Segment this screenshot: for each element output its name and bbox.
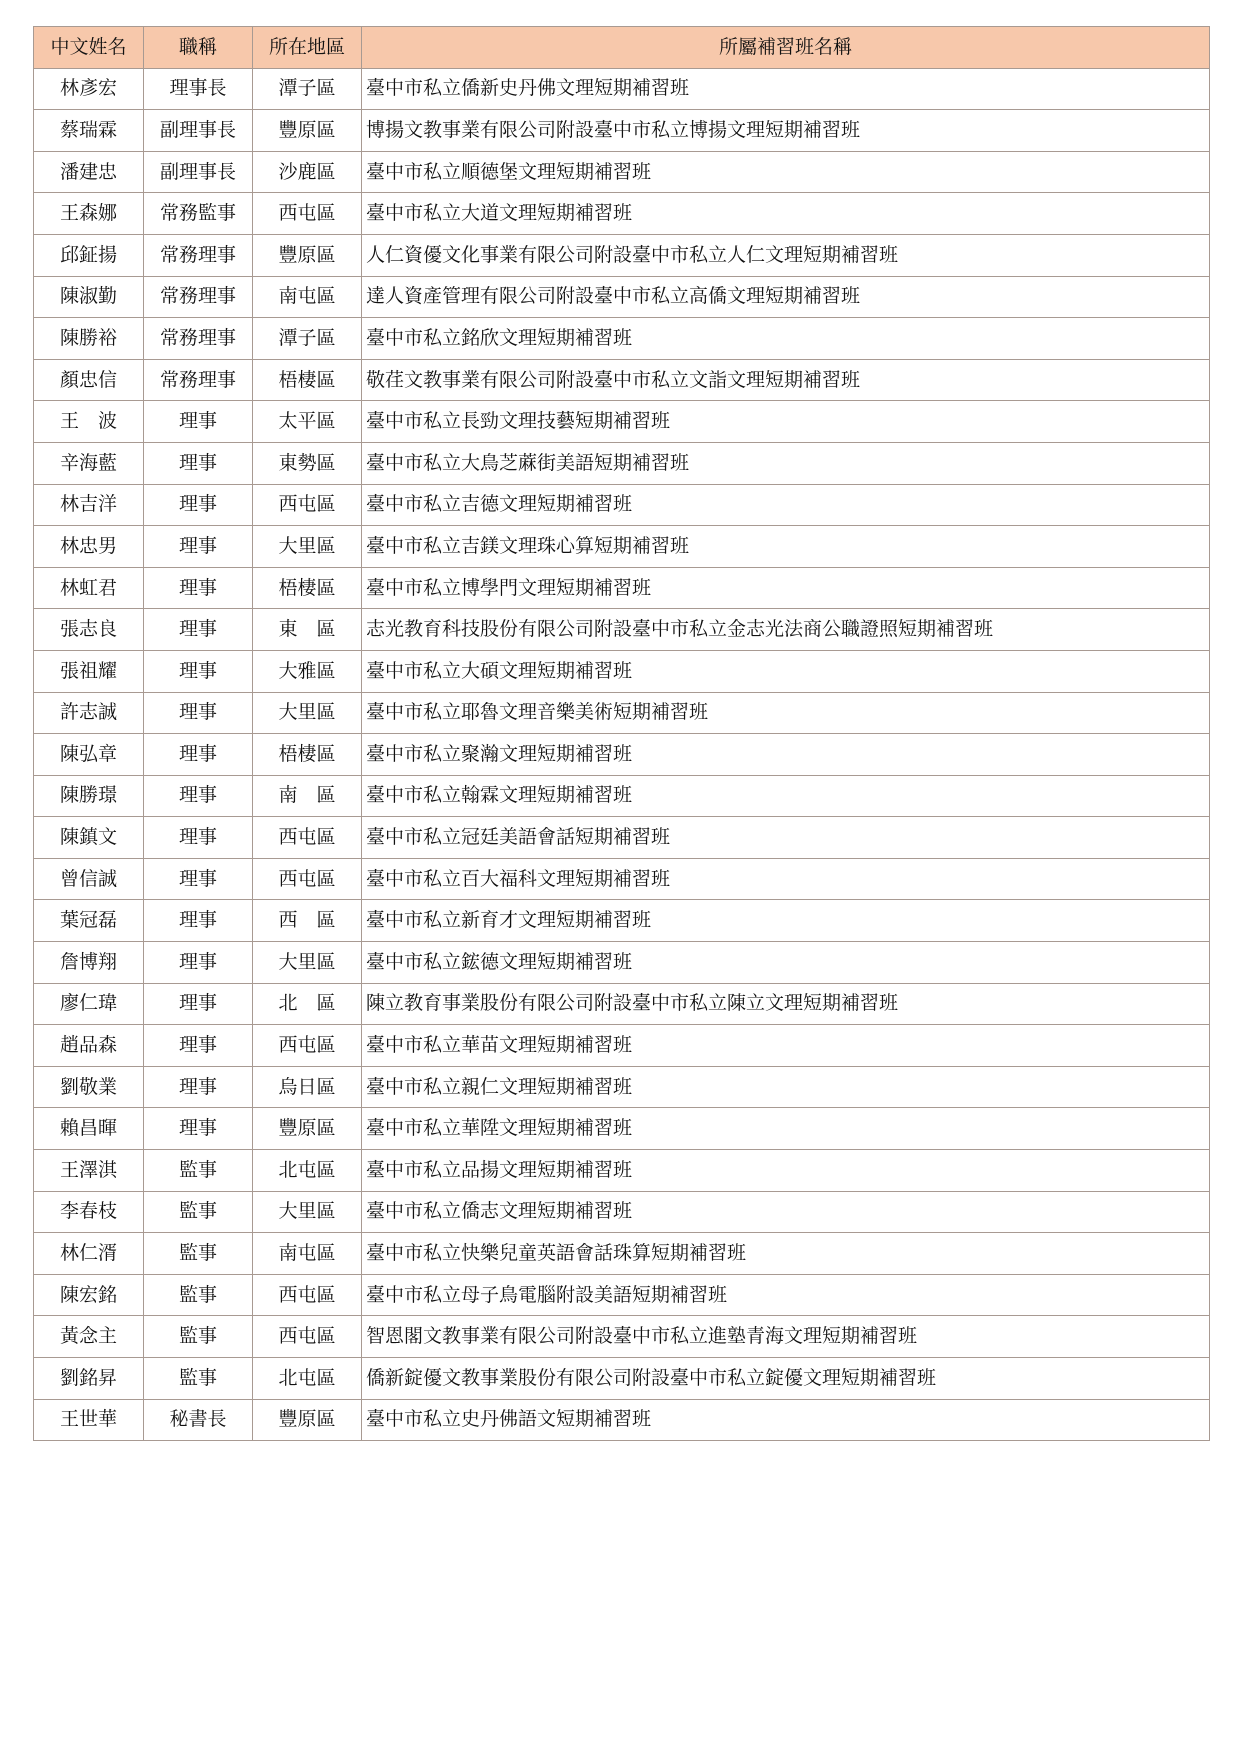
cell-school: 臺中市私立耶魯文理音樂美術短期補習班 (362, 692, 1210, 734)
table-row (34, 1274, 1210, 1316)
cell-school: 陳立教育事業股份有限公司附設臺中市私立陳立文理短期補習班 (362, 983, 1210, 1025)
cell-title: 理事 (144, 484, 253, 526)
cell-district: 南屯區 (253, 276, 362, 318)
cell-school: 臺中市私立翰霖文理短期補習班 (362, 775, 1210, 817)
cell-district: 西屯區 (253, 1025, 362, 1067)
cell-name: 曾信誠 (34, 858, 144, 900)
cell-school: 臺中市私立史丹佛語文短期補習班 (362, 1399, 1210, 1441)
table-row (34, 1191, 1210, 1233)
table-row (34, 900, 1210, 942)
cell-school: 臺中市私立吉德文理短期補習班 (362, 484, 1210, 526)
cell-school: 臺中市私立長勁文理技藝短期補習班 (362, 401, 1210, 443)
table-row (34, 359, 1210, 401)
cell-title: 理事 (144, 401, 253, 443)
cell-title: 理事 (144, 900, 253, 942)
cell-title: 秘書長 (144, 1399, 253, 1441)
cell-title: 理事 (144, 442, 253, 484)
cell-district: 潭子區 (253, 318, 362, 360)
table-row (34, 318, 1210, 360)
cell-title: 理事 (144, 858, 253, 900)
cell-name: 賴昌暉 (34, 1108, 144, 1150)
cell-district: 西屯區 (253, 1274, 362, 1316)
cell-school: 臺中市私立新育才文理短期補習班 (362, 900, 1210, 942)
cell-title: 監事 (144, 1150, 253, 1192)
cell-school: 智恩閣文教事業有限公司附設臺中市私立進塾青海文理短期補習班 (362, 1316, 1210, 1358)
cell-school: 臺中市私立母子鳥電腦附設美語短期補習班 (362, 1274, 1210, 1316)
cell-district: 東 區 (253, 609, 362, 651)
table-row (34, 234, 1210, 276)
cell-district: 西屯區 (253, 1316, 362, 1358)
cell-title: 理事 (144, 692, 253, 734)
table-row (34, 1025, 1210, 1067)
cell-school: 臺中市私立博學門文理短期補習班 (362, 567, 1210, 609)
cell-school: 臺中市私立百大福科文理短期補習班 (362, 858, 1210, 900)
cell-school: 臺中市私立華苗文理短期補習班 (362, 1025, 1210, 1067)
cell-name: 劉銘昇 (34, 1358, 144, 1400)
table-row (34, 650, 1210, 692)
cell-name: 林彥宏 (34, 68, 144, 110)
cell-title: 理事 (144, 567, 253, 609)
cell-school: 人仁資優文化事業有限公司附設臺中市私立人仁文理短期補習班 (362, 234, 1210, 276)
header-school: 所屬補習班名稱 (362, 27, 1210, 69)
cell-school: 臺中市私立大道文理短期補習班 (362, 193, 1210, 235)
cell-school: 臺中市私立快樂兒童英語會話珠算短期補習班 (362, 1233, 1210, 1275)
cell-district: 梧棲區 (253, 359, 362, 401)
table-header-row (34, 27, 1210, 69)
cell-district: 東勢區 (253, 442, 362, 484)
cell-title: 監事 (144, 1274, 253, 1316)
cell-district: 西屯區 (253, 817, 362, 859)
cell-district: 西屯區 (253, 193, 362, 235)
table-row (34, 401, 1210, 443)
cell-school: 臺中市私立聚瀚文理短期補習班 (362, 734, 1210, 776)
cell-name: 劉敬業 (34, 1066, 144, 1108)
table-row (34, 110, 1210, 152)
table-row (34, 609, 1210, 651)
table-row (34, 1108, 1210, 1150)
cell-district: 大里區 (253, 692, 362, 734)
cell-name: 詹博翔 (34, 942, 144, 984)
cell-school: 臺中市私立大鳥芝蔴街美語短期補習班 (362, 442, 1210, 484)
cell-district: 西屯區 (253, 858, 362, 900)
cell-district: 梧棲區 (253, 734, 362, 776)
cell-title: 常務理事 (144, 276, 253, 318)
cell-school: 臺中市私立銘欣文理短期補習班 (362, 318, 1210, 360)
table-row (34, 442, 1210, 484)
cell-title: 理事 (144, 942, 253, 984)
cell-district: 北 區 (253, 983, 362, 1025)
cell-district: 南 區 (253, 775, 362, 817)
member-roster-table (33, 26, 1210, 1441)
cell-school: 臺中市私立大碩文理短期補習班 (362, 650, 1210, 692)
cell-school: 志光教育科技股份有限公司附設臺中市私立金志光法商公職證照短期補習班 (362, 609, 1210, 651)
cell-district: 潭子區 (253, 68, 362, 110)
cell-name: 王澤淇 (34, 1150, 144, 1192)
cell-name: 王森娜 (34, 193, 144, 235)
table-row (34, 1066, 1210, 1108)
cell-school: 僑新錠優文教事業股份有限公司附設臺中市私立錠優文理短期補習班 (362, 1358, 1210, 1400)
cell-name: 李春枝 (34, 1191, 144, 1233)
cell-district: 大里區 (253, 526, 362, 568)
cell-title: 監事 (144, 1191, 253, 1233)
cell-district: 豐原區 (253, 1399, 362, 1441)
cell-school: 臺中市私立華陞文理短期補習班 (362, 1108, 1210, 1150)
cell-name: 辛海藍 (34, 442, 144, 484)
cell-school: 達人資產管理有限公司附設臺中市私立高僑文理短期補習班 (362, 276, 1210, 318)
cell-name: 林忠男 (34, 526, 144, 568)
table-row (34, 193, 1210, 235)
cell-name: 葉冠磊 (34, 900, 144, 942)
cell-district: 梧棲區 (253, 567, 362, 609)
cell-district: 豐原區 (253, 1108, 362, 1150)
cell-district: 大里區 (253, 942, 362, 984)
cell-name: 林虹君 (34, 567, 144, 609)
cell-name: 林仁湑 (34, 1233, 144, 1275)
table-row (34, 1316, 1210, 1358)
cell-district: 北屯區 (253, 1358, 362, 1400)
cell-title: 常務監事 (144, 193, 253, 235)
cell-district: 豐原區 (253, 234, 362, 276)
cell-name: 張志良 (34, 609, 144, 651)
table-row (34, 775, 1210, 817)
cell-district: 西屯區 (253, 484, 362, 526)
cell-school: 臺中市私立僑志文理短期補習班 (362, 1191, 1210, 1233)
cell-school: 臺中市私立僑新史丹佛文理短期補習班 (362, 68, 1210, 110)
cell-name: 許志誠 (34, 692, 144, 734)
cell-title: 理事 (144, 1108, 253, 1150)
cell-title: 理事 (144, 609, 253, 651)
header-name: 中文姓名 (34, 27, 144, 69)
table-row (34, 1150, 1210, 1192)
cell-title: 常務理事 (144, 318, 253, 360)
cell-district: 豐原區 (253, 110, 362, 152)
cell-name: 黃念主 (34, 1316, 144, 1358)
cell-district: 大雅區 (253, 650, 362, 692)
cell-name: 王 波 (34, 401, 144, 443)
cell-title: 副理事長 (144, 110, 253, 152)
table-row (34, 942, 1210, 984)
header-district: 所在地區 (253, 27, 362, 69)
cell-title: 常務理事 (144, 234, 253, 276)
document-page (33, 26, 1209, 1441)
cell-district: 沙鹿區 (253, 151, 362, 193)
cell-title: 理事 (144, 775, 253, 817)
cell-district: 烏日區 (253, 1066, 362, 1108)
cell-name: 趙品森 (34, 1025, 144, 1067)
cell-name: 陳勝裕 (34, 318, 144, 360)
cell-name: 王世華 (34, 1399, 144, 1441)
cell-title: 理事 (144, 817, 253, 859)
table-row (34, 1358, 1210, 1400)
cell-school: 臺中市私立冠廷美語會話短期補習班 (362, 817, 1210, 859)
cell-name: 潘建忠 (34, 151, 144, 193)
cell-name: 廖仁瑋 (34, 983, 144, 1025)
table-row (34, 1399, 1210, 1441)
cell-title: 理事 (144, 1066, 253, 1108)
table-row (34, 151, 1210, 193)
table-row (34, 983, 1210, 1025)
cell-name: 蔡瑞霖 (34, 110, 144, 152)
cell-name: 林吉洋 (34, 484, 144, 526)
cell-name: 邱鉦揚 (34, 234, 144, 276)
cell-title: 常務理事 (144, 359, 253, 401)
table-row (34, 567, 1210, 609)
cell-name: 陳淑勤 (34, 276, 144, 318)
table-body (34, 68, 1210, 1441)
cell-district: 大里區 (253, 1191, 362, 1233)
cell-title: 監事 (144, 1358, 253, 1400)
cell-title: 理事 (144, 526, 253, 568)
cell-title: 副理事長 (144, 151, 253, 193)
table-row (34, 68, 1210, 110)
cell-title: 監事 (144, 1233, 253, 1275)
cell-district: 北屯區 (253, 1150, 362, 1192)
table-row (34, 858, 1210, 900)
cell-district: 西 區 (253, 900, 362, 942)
cell-name: 張祖耀 (34, 650, 144, 692)
cell-title: 理事 (144, 983, 253, 1025)
cell-name: 陳宏銘 (34, 1274, 144, 1316)
cell-district: 太平區 (253, 401, 362, 443)
cell-title: 理事長 (144, 68, 253, 110)
cell-school: 博揚文教事業有限公司附設臺中市私立博揚文理短期補習班 (362, 110, 1210, 152)
cell-school: 敬荏文教事業有限公司附設臺中市私立文詣文理短期補習班 (362, 359, 1210, 401)
cell-name: 顏忠信 (34, 359, 144, 401)
cell-school: 臺中市私立親仁文理短期補習班 (362, 1066, 1210, 1108)
cell-school: 臺中市私立吉鎂文理珠心算短期補習班 (362, 526, 1210, 568)
cell-name: 陳鎮文 (34, 817, 144, 859)
table-row (34, 484, 1210, 526)
cell-title: 理事 (144, 650, 253, 692)
cell-school: 臺中市私立鋐德文理短期補習班 (362, 942, 1210, 984)
table-row (34, 276, 1210, 318)
cell-title: 理事 (144, 734, 253, 776)
table-row (34, 1233, 1210, 1275)
cell-district: 南屯區 (253, 1233, 362, 1275)
table-row (34, 526, 1210, 568)
cell-school: 臺中市私立品揚文理短期補習班 (362, 1150, 1210, 1192)
table-row (34, 817, 1210, 859)
cell-title: 監事 (144, 1316, 253, 1358)
header-title: 職稱 (144, 27, 253, 69)
table-row (34, 734, 1210, 776)
cell-name: 陳勝璟 (34, 775, 144, 817)
table-row (34, 692, 1210, 734)
cell-title: 理事 (144, 1025, 253, 1067)
cell-name: 陳弘章 (34, 734, 144, 776)
cell-school: 臺中市私立順德堡文理短期補習班 (362, 151, 1210, 193)
